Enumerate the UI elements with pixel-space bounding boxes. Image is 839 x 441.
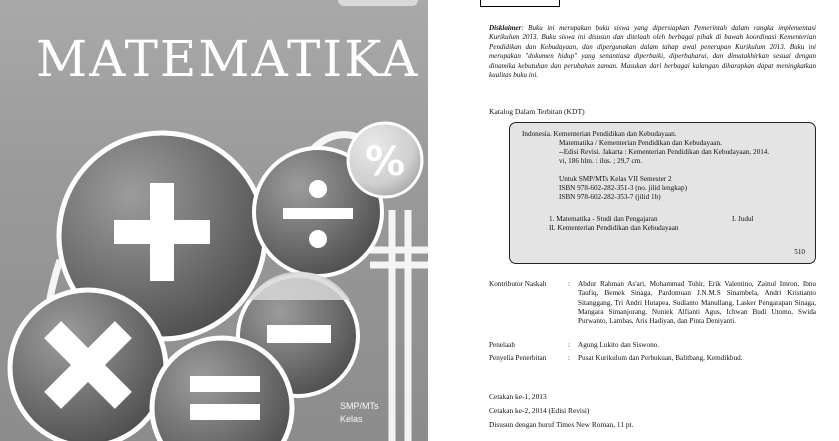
print-edition-1: Cetakan ke-1, 2013 [489,392,547,401]
disclaimer [489,24,816,80]
kdt-line-5: Untuk SMP/MTs Kelas VII Semester 2 [559,175,672,183]
kdt-box [509,122,816,264]
kdt-isbn-complete: ISBN 978-602-282-351-3 (no. jilid lengkap) [559,184,687,192]
contributors-value: Abdur Rahman As'ari, Mohammad Tohir, Erik Valentino, Zainul Imron, Ibnu Taufiq, Bemek Sinaga, Pardomuan J.N.M.S Sinambela, Andri Kristianto Sitanggang, Tri Andri Hutapea, Sudianto Manullang, Lasker Pengarapan Sinaga, Mangara Simanjorang, Nuniek Alfianti Agus, Ichwan Budi Utomo, Swida Purwanto, Lambas, Aris Hadiyan, dan Pinta Deniyanti. [578,280,816,326]
kdt-line-4: vi, 186 hlm. : ilus. ; 29,7 cm. [559,157,643,165]
print-edition-2: Cetakan ke-2, 2014 (Edisi Revisi) [489,406,590,415]
reviewer-value: Agung Lukito dan Siswono. [578,341,660,349]
disclaimer-text: : Buku ini merupakan buku siswa yang dipersiapkan Pemerintah dalam rangka implementasi Kurikulum 2013. Buku siswa ini disusun dan ditelaah oleh berbagai pihak di bawah koordinasi Kementerian Pendidikan dan Kebudayaan, dan dipergunakan dalam tahap awal penerapan Kurikulum 2013. Buku ini merupakan "dokumen hidup" yang senantiasa diperbaiki, diperbaharui, dan dimutakhirkan sesuai dengan dinamika kebutuhan dan perubahan zaman. Masukan dari berbagai kalangan diharapkan dapat meningkatkan kualitas buku ini. [489,24,816,80]
kdt-line-3: --Edisi Revisi. Jakarta : Kementerian Pendidikan dan Kebudayaan, 2014. [559,148,770,156]
kdt-line-1: Indonesia. Kementerian Pendidikan dan Kebudayaan. [522,130,677,138]
kdt-subject-1: 1. Matematika - Studi dan Pengajaran [549,215,658,223]
publisher-label: Penyelia Penerbitan [489,354,547,362]
imprint-page [480,0,820,441]
cover-badge-line2: Kelas [340,414,363,424]
kdt-subject-2: II. Kementerian Pendidikan dan Kebudayaan [549,224,679,232]
cover-grade-badge [340,400,379,426]
percent-ball-icon [348,123,422,197]
cover-badge-line1: SMP/MTs [340,401,379,411]
cover-title: MATEMATIKA [36,30,420,88]
kdt-call-number: 510 [794,248,805,256]
kdt-subject-title: I. Judul [732,215,754,223]
publisher-value: Pusat Kurikulum dan Perbukuan, Balitbang, Kemdikbud. [578,354,743,362]
publisher-colon: : [568,354,570,362]
reviewer-colon: : [568,341,570,349]
disclaimer-label: Disklaimer [489,24,522,32]
kdt-line-2: Matematika / Kementerian Pendidikan dan Kebudayaan. [559,139,722,147]
contributors-label: Kontributor Naskah [489,280,547,288]
contributors-colon: : [568,280,570,288]
svg-text:%: % [364,139,406,185]
top-frame [480,0,560,7]
kdt-heading: Katalog Dalam Terbitan (KDT) [489,107,585,116]
kdt-isbn-volume: ISBN 978-602-282-353-7 (jilid 1b) [559,193,661,201]
times-ball-icon [10,290,166,441]
reviewer-label: Penelaah [489,341,515,349]
font-note: Disusun dengan huruf Times New Roman, 11 pt. [489,420,634,429]
